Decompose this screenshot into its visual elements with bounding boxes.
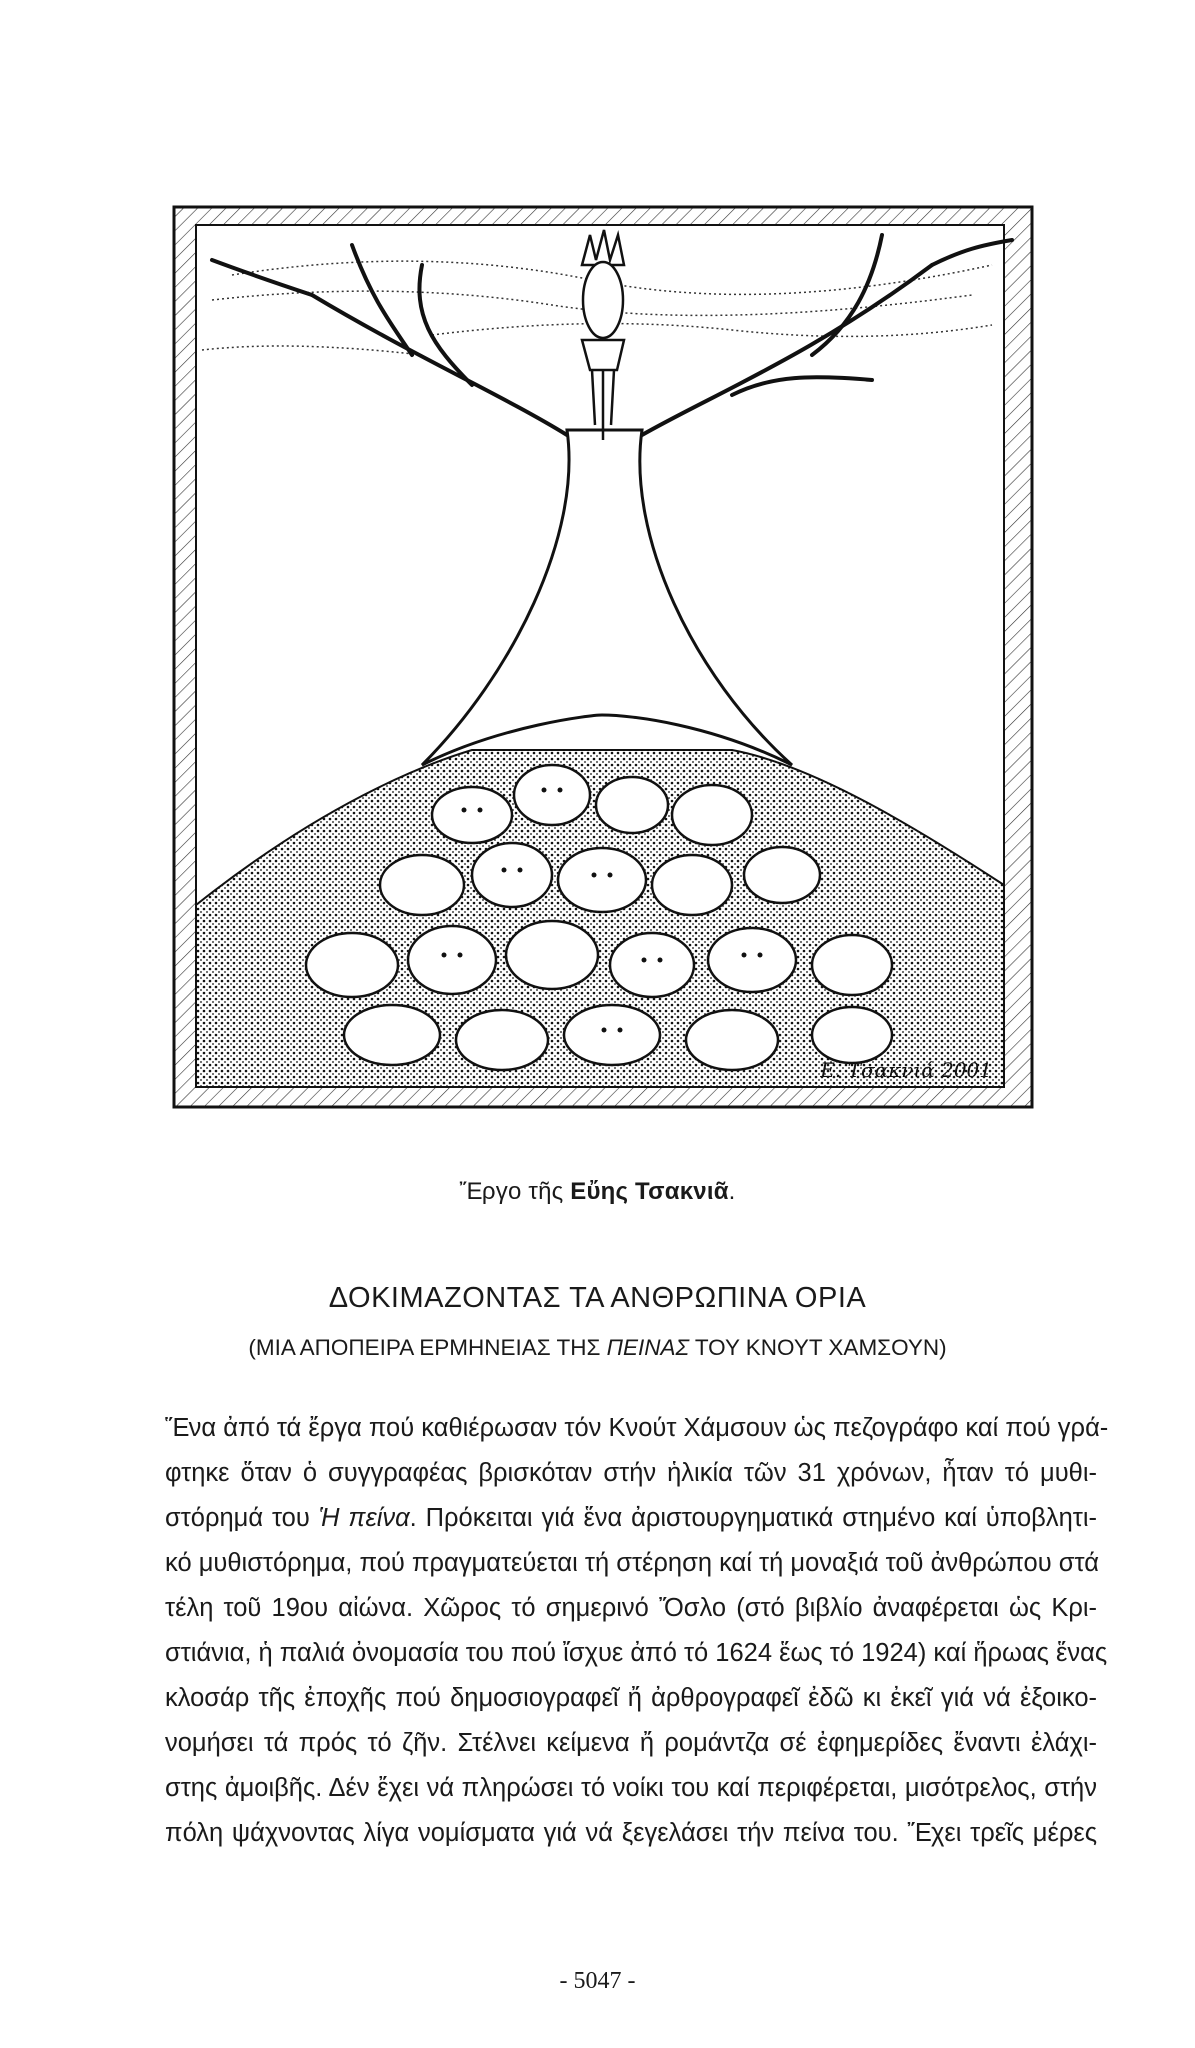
- caption-artist: Εὔης Τσακνιᾶ: [570, 1178, 729, 1205]
- body-line-2: φτηκε ὅταν ὁ συγγραφέας βρισκόταν στήν ἡλικία τῶν 31 χρόνων, ἦταν τό μυθι-: [165, 1459, 1097, 1487]
- body-line-4: κό μυθιστόρημα, πού πραγματεύεται τή στέρηση καί τή μοναξιά τοῦ ἀνθρώπου στά: [165, 1549, 1099, 1577]
- body-line-5: τέλη τοῦ 19ου αἰώνα. Χῶρος τό σημερινό Ὄσλο (στό βιβλίο ἀναφέρεται ὡς Κρι-: [165, 1594, 1097, 1622]
- article-subtitle: [0, 1335, 1195, 1361]
- body-line-10: πόλη ψάχνοντας λίγα νομίσματα γιά νά ξεγελάσει τήν πείνα του. Ἔχει τρεῖς μέρες: [165, 1819, 1097, 1847]
- subtitle-after: ΤΟΥ ΚΝΟΥΤ ΧΑΜΣΟΥΝ): [688, 1335, 947, 1360]
- page-number: - 5047 -: [559, 1968, 636, 1994]
- body-text: [165, 1406, 1109, 1856]
- body-line-7: κλοσάρ τῆς ἐποχῆς πού δημοσιογραφεῖ ἤ ἀρθρογραφεῖ ἐδῶ κι ἐκεῖ γιά νά ἐξοικο-: [165, 1684, 1097, 1712]
- body-line-6: στιάνια, ἡ παλιά ὀνομασία του πού ἴσχυε ἀπό τό 1624 ἕως τό 1924) καί ἥρωας ἕνας: [165, 1639, 1108, 1667]
- caption-prefix: Ἔργο τῆς: [459, 1178, 571, 1205]
- body-line-1: Ἕνα ἀπό τά ἔργα πού καθιέρωσαν τόν Κνούτ Χάμσουν ὡς πεζογράφο καί πού γρά-: [165, 1414, 1109, 1442]
- illustration-caption: [0, 1178, 1195, 1206]
- body-line-3: [165, 1496, 1097, 1541]
- body-line-9: στης ἀμοιβῆς. Δέν ἔχει νά πληρώσει τό νοίκι του καί περιφέρεται, μισότρελος, στήν: [165, 1774, 1097, 1802]
- subtitle-before: (ΜΙΑ ΑΠΟΠΕΙΡΑ ΕΡΜΗΝΕΙΑΣ ΤΗΣ: [248, 1335, 607, 1360]
- tree-illustration: [172, 205, 1034, 1150]
- book-title-italic: Ἡ πείνα: [318, 1504, 410, 1532]
- tree-drawing: [172, 205, 1034, 1150]
- subtitle-italic: ΠΕΙΝΑΣ: [606, 1335, 689, 1360]
- body-line-3-before: στόρημά του: [165, 1504, 319, 1532]
- body-line-3-after: . Πρόκειται γιά ἕνα ἀριστουργηματικά στημένο καί ὑποβλητι-: [409, 1504, 1097, 1532]
- caption-suffix: .: [728, 1178, 736, 1205]
- body-line-8: νομήσει τά πρός τό ζῆν. Στέλνει κείμενα ἤ ρομάντζα σέ ἐφημερίδες ἔναντι ἐλάχι-: [165, 1729, 1097, 1757]
- article-title: ΔΟΚΙΜΑΖΟΝΤΑΣ ΤΑ ΑΝΘΡΩΠΙΝΑ ΟΡΙΑ: [328, 1282, 867, 1314]
- artist-signature: Ε. Τσακνιά 2001: [820, 1058, 992, 1082]
